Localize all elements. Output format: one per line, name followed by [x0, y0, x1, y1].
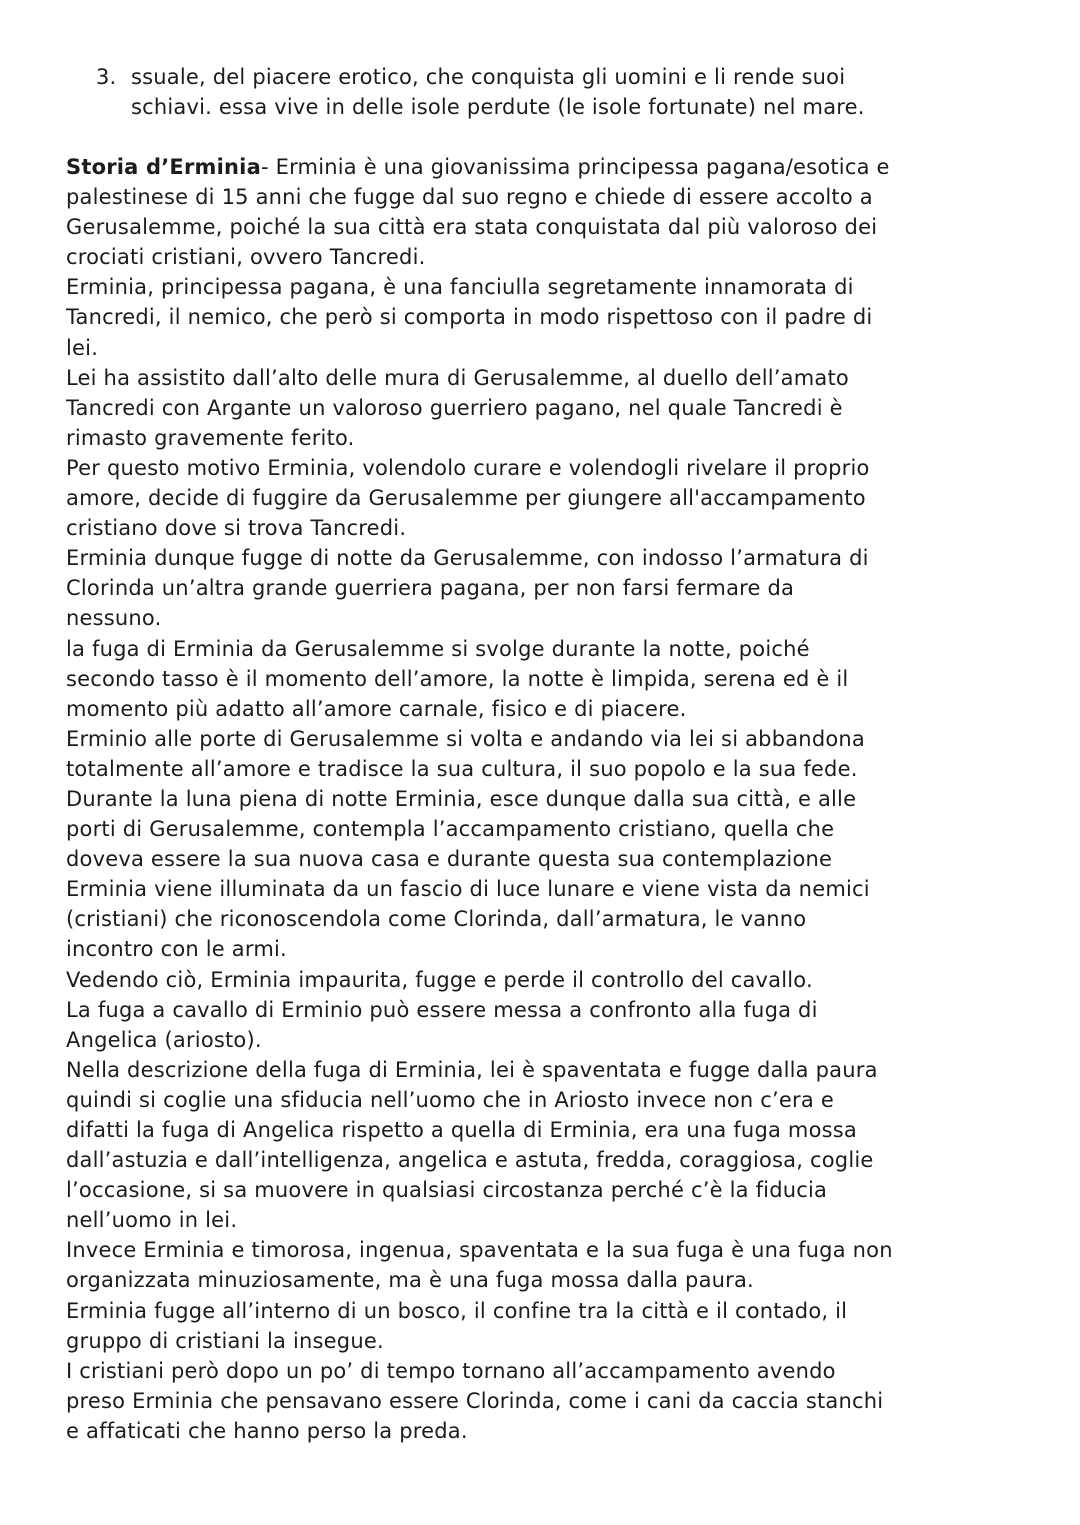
section-heading: Storia d’Erminia [66, 155, 261, 179]
list-number: 3. [96, 65, 117, 89]
paragraph: I cristiani però dopo un po’ di tempo tornano all’accampamento avendo preso Erminia che pensavano essere Clorinda, come i cani da caccia stanchi e affaticati che hanno perso la preda. [66, 1358, 884, 1443]
paragraph: Erminia fugge all’interno di un bosco, il confine tra la città e il contado, il gruppo di cristiani la insegue. [66, 1298, 848, 1353]
paragraph: Invece Erminia e timorosa, ingenua, spaventata e la sua fuga è una fuga non organizzata minuziosamente, ma è una fuga mossa dalla paura. [66, 1238, 893, 1293]
list-item-text: ssuale, del piacere erotico, che conquista gli uomini e li rende suoi schiavi. essa vive in delle isole perdute (le isole fortunate) nel mare. [131, 65, 865, 120]
numbered-list-item [96, 62, 1056, 122]
paragraph: Erminia dunque fugge di notte da Gerusalemme, con indosso l’armatura di Clorinda un’altra grande guerriera pagana, per non farsi fermare da nessuno. [66, 546, 869, 631]
paragraph-text: - Erminia è una giovanissima principessa pagana/esotica e palestinese di 15 anni che fugge dal suo regno e chiede di essere accolto a Gerusalemme, poiché la sua città era stata conquistata dal più valoroso dei crociati cristiani, ovvero Tancredi. [66, 155, 890, 270]
paragraph [66, 152, 1056, 272]
paragraph: Nella descrizione della fuga di Erminia, lei è spaventata e fugge dalla paura quindi si coglie una sfiducia nell’uomo che in Ariosto invece non c’era e difatti la fuga di Angelica rispetto a quella di Erminia, era una fuga mossa dall’astuzia e dall’intelligenza, angelica e astuta, fredda, coraggiosa, coglie l’occasione, si sa muovere in qualsiasi circostanza perché c’è la fiducia nell’uomo in lei. [66, 1057, 878, 1233]
paragraph: Durante la luna piena di notte Erminia, esce dunque dalla sua città, e alle porti di Gerusalemme, contempla l’accampamento cristiano, quella che doveva essere la sua nuova casa e durante questa sua contemplazione Erminia viene illuminata da un fascio di luce lunare e viene vista da nemici (cristiani) che riconoscendola come Clorinda, dall’armatura, le vanno incontro con le armi. [66, 786, 870, 962]
paragraph: Vedendo ciò, Erminia impaurita, fugge e perde il controllo del cavallo. [66, 967, 813, 992]
paragraph: La fuga a cavallo di Erminio può essere messa a confronto alla fuga di Angelica (ariosto). [66, 997, 818, 1052]
section-body [66, 152, 1056, 1446]
paragraph: la fuga di Erminia da Gerusalemme si svolge durante la notte, poiché secondo tasso è il momento dell’amore, la notte è limpida, serena ed è il momento più adatto all’amore carnale, fisico e di piacere. [66, 636, 849, 721]
paragraph: Erminio alle porte di Gerusalemme si volta e andando via lei si abbandona totalmente all’amore e tradisce la sua cultura, il suo popolo e la sua fede. [66, 726, 865, 781]
paragraph: Erminia, principessa pagana, è una fanciulla segretamente innamorata di Tancredi, il nemico, che però si comporta in modo rispettoso con il padre di lei. [66, 275, 873, 360]
paragraph: Lei ha assistito dall’alto delle mura di Gerusalemme, al duello dell’amato Tancredi con Argante un valoroso guerriero pagano, nel quale Tancredi è rimasto gravemente ferito. [66, 365, 849, 450]
paragraph: Per questo motivo Erminia, volendolo curare e volendogli rivelare il proprio amore, decide di fuggire da Gerusalemme per giungere all'accampamento cristiano dove si trova Tancredi. [66, 455, 870, 541]
